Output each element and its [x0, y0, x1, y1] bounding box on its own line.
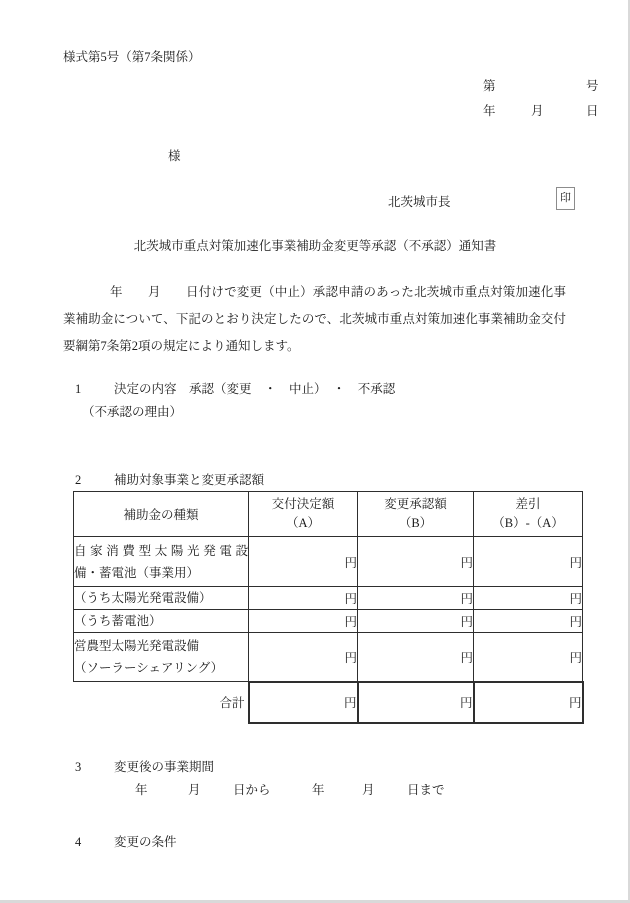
section-2-heading	[75, 470, 264, 488]
row-label-line1: 営農型太陽光発電設備	[74, 639, 200, 653]
doc-number-suffix: 号	[586, 79, 599, 93]
date-year-label: 年	[483, 104, 496, 118]
row-label	[74, 633, 249, 682]
row-label-line1: 自家消費型太陽光発電設	[74, 543, 248, 558]
amount-granted-cell: 円	[249, 537, 358, 587]
section-1-text: 決定の内容 承認（変更 ・ 中止） ・ 不承認	[114, 382, 396, 396]
project-period-line	[0, 780, 630, 796]
document-number-line	[0, 76, 630, 92]
amount-granted-cell: 円	[249, 587, 358, 610]
amount-approved-cell: 円	[358, 610, 474, 633]
section-4-number: 4	[75, 835, 82, 849]
row-label-line1: （うち太陽光発電設備）	[74, 591, 212, 605]
amount-diff-cell: 円	[474, 610, 583, 633]
period-start-day-label: 日から	[233, 783, 271, 797]
date-day-label: 日	[586, 104, 599, 118]
date-month-label: 月	[531, 104, 544, 118]
seal-placeholder: 印	[556, 187, 575, 210]
total-granted-cell: 円	[249, 682, 358, 723]
period-end-year-label: 年	[312, 783, 325, 797]
row-label-line2: （ソーラーシェアリング）	[74, 661, 224, 675]
period-end-day-label: 日まで	[407, 783, 445, 797]
amount-approved-cell: 円	[358, 587, 474, 610]
total-diff-cell: 円	[474, 682, 583, 723]
col-header-diff	[474, 492, 583, 537]
row-label-line2: 備・蓄電池（事業用）	[74, 565, 200, 580]
period-start-month-label: 月	[188, 783, 201, 797]
col-header-kind: 補助金の種類	[74, 492, 249, 537]
amount-diff-cell: 円	[474, 587, 583, 610]
section-4-heading	[75, 832, 177, 850]
col-header-granted-line1: 交付決定額	[271, 497, 335, 511]
section-4-text: 変更の条件	[114, 835, 177, 849]
section-1-heading	[75, 379, 395, 397]
col-header-diff-line1: 差引	[515, 497, 541, 511]
section-3-text: 変更後の事業期間	[114, 760, 215, 774]
row-label	[74, 610, 249, 633]
amount-granted-cell: 円	[249, 633, 358, 682]
body-paragraph: 年 月 日付けで変更（中止）承認申請のあった北茨城市重点対策加速化事業補助金について、下記のとおり決定したので、北茨城市重点対策加速化事業補助金交付要綱第7条第2項の規定により通知します。	[63, 285, 566, 353]
amount-diff-cell: 円	[474, 633, 583, 682]
table-row	[74, 610, 583, 633]
amount-approved-cell: 円	[358, 633, 474, 682]
table-row	[74, 633, 583, 682]
col-header-granted	[249, 492, 358, 537]
form-number-label: 様式第5号（第7条関係）	[63, 50, 201, 64]
amount-approved-cell: 円	[358, 537, 474, 587]
period-end-month-label: 月	[362, 783, 375, 797]
row-label-line1: （うち蓄電池）	[74, 614, 162, 628]
table-header-row	[74, 492, 583, 537]
issuer-title: 北茨城市長	[388, 195, 451, 209]
section-3-number: 3	[75, 760, 82, 774]
amount-diff-cell: 円	[474, 537, 583, 587]
section-3-heading	[75, 757, 214, 775]
doc-number-prefix: 第	[483, 79, 496, 93]
section-2-number: 2	[75, 473, 82, 487]
row-label	[74, 587, 249, 610]
section-1-number: 1	[75, 382, 82, 396]
document-title: 北茨城市重点対策加速化事業補助金変更等承認（不承認）通知書	[133, 239, 497, 253]
col-header-granted-line2: （A）	[285, 516, 321, 530]
row-label	[74, 537, 249, 587]
table-row	[74, 537, 583, 587]
nonapproval-reason-label: （不承認の理由）	[82, 405, 183, 419]
col-header-diff-line2: （B）-（A）	[492, 516, 564, 530]
col-header-approved	[358, 492, 474, 537]
col-header-approved-line2: （B）	[398, 516, 433, 530]
table-total-row	[74, 682, 583, 723]
subsidy-table	[73, 491, 584, 724]
total-label: 合計	[219, 696, 245, 711]
section-2-text: 補助対象事業と変更承認額	[114, 473, 265, 487]
issue-date-line	[0, 101, 630, 117]
total-approved-cell: 円	[358, 682, 474, 723]
amount-granted-cell: 円	[249, 610, 358, 633]
period-start-year-label: 年	[135, 783, 148, 797]
col-header-approved-line1: 変更承認額	[384, 497, 447, 511]
subsidy-table-container	[73, 491, 584, 724]
table-row	[74, 587, 583, 610]
addressee-honorific: 様	[168, 149, 181, 163]
